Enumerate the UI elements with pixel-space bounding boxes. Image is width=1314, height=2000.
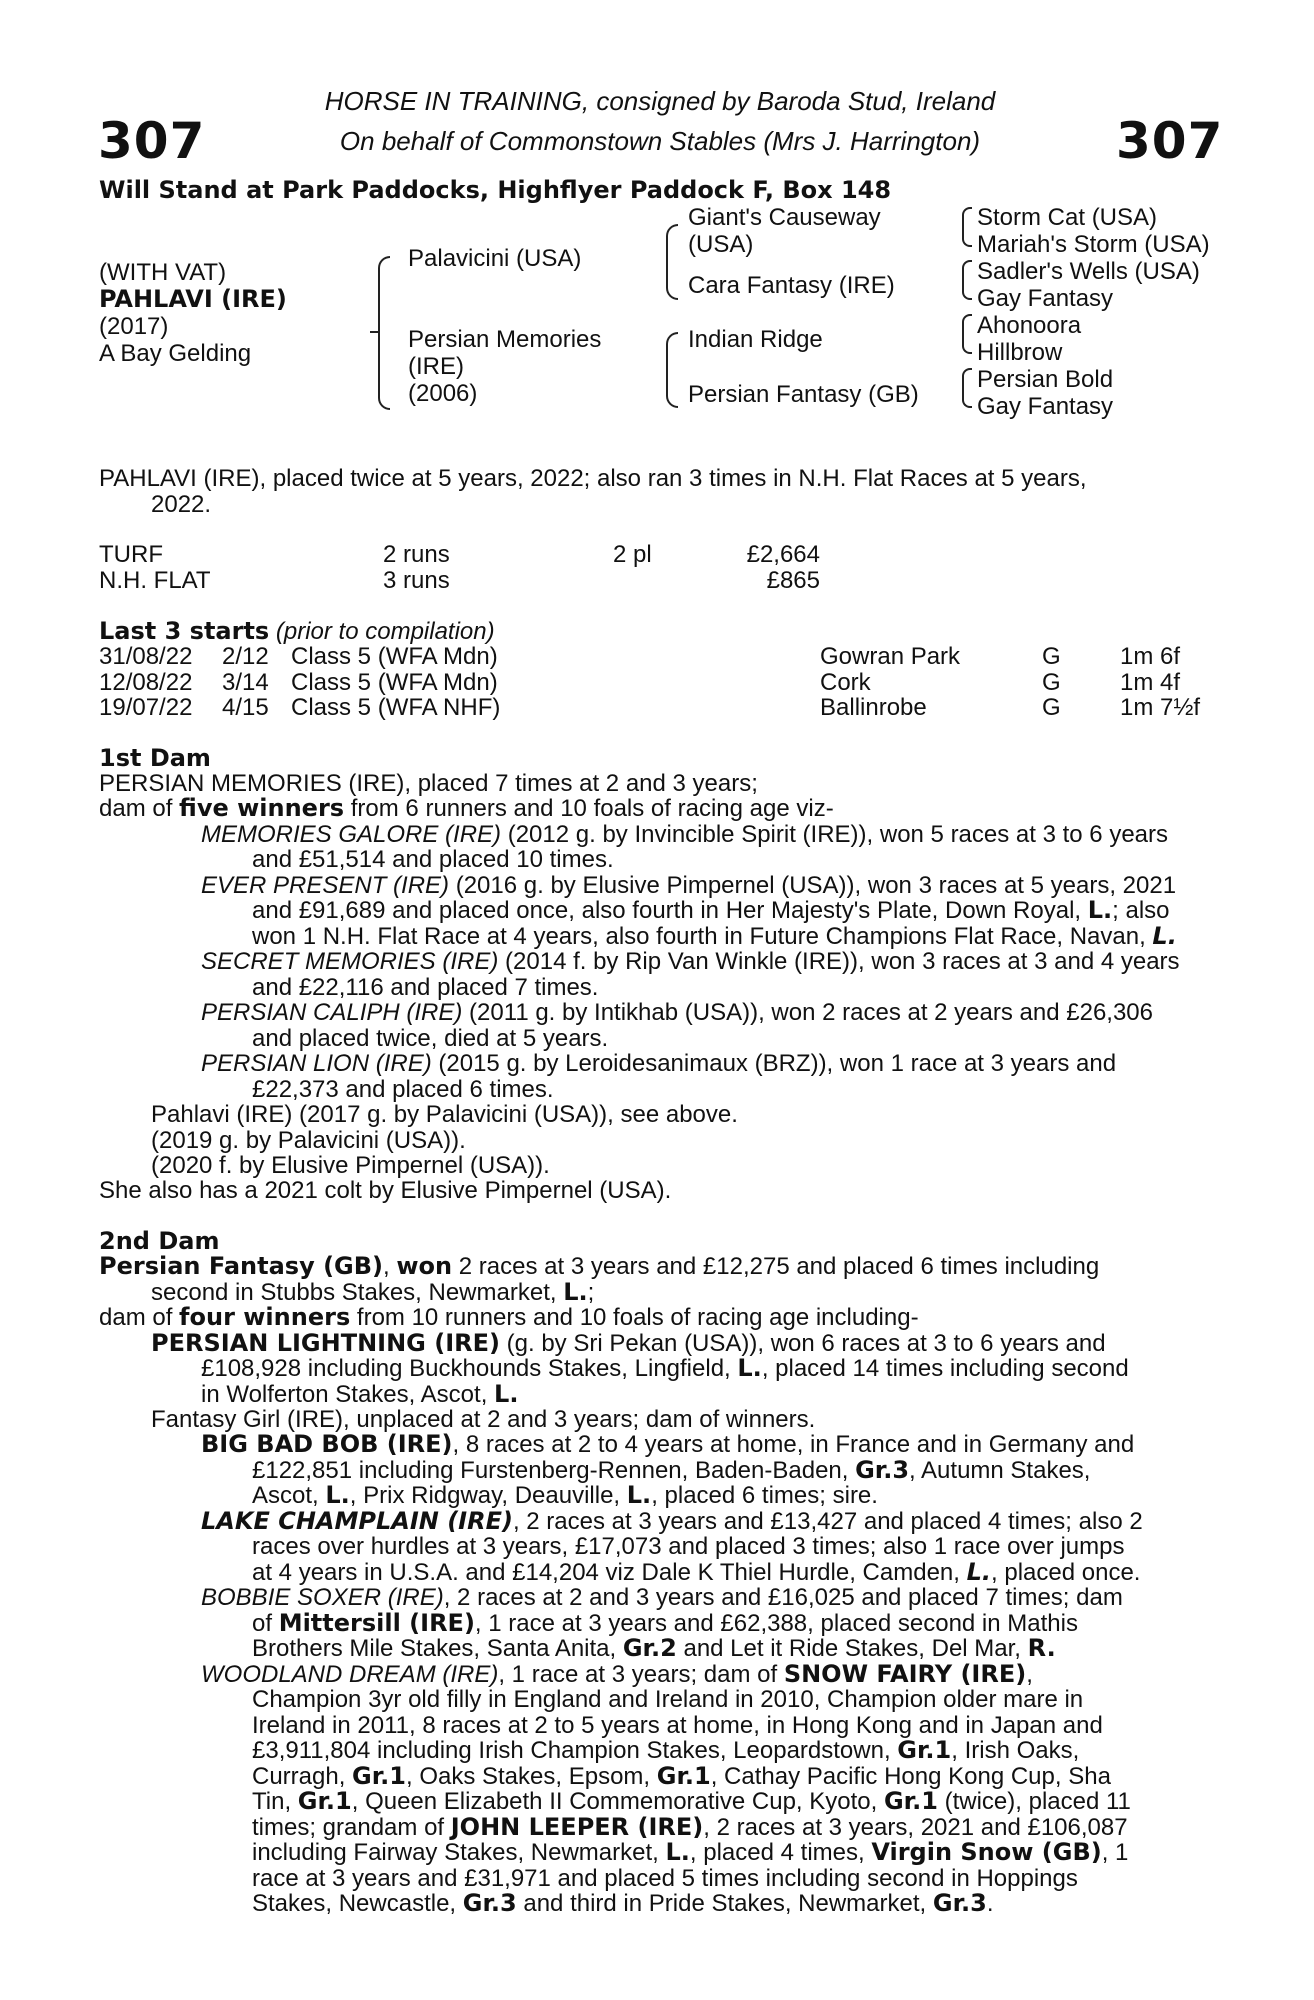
start-date: 12/08/22 — [99, 669, 193, 696]
first-dam-line: and £22,116 and placed 7 times. — [252, 974, 599, 1001]
first-dam-line — [252, 924, 1205, 950]
text: including Fairway Stakes, Newmarket, — [252, 1839, 666, 1866]
record-runs: 2 runs — [383, 541, 450, 568]
vat-note: (WITH VAT) — [99, 259, 227, 286]
listed-mark: L. — [626, 1481, 652, 1509]
text: ; also — [1112, 897, 1170, 924]
start-date: 31/08/22 — [99, 643, 193, 670]
second-dam-line — [252, 1636, 1205, 1662]
start-distance: 1m 7½f — [1120, 694, 1201, 721]
second-dam-line — [201, 1432, 1205, 1458]
text: , Oaks Stakes, Epsom, — [405, 1763, 657, 1790]
listed-mark: L. — [325, 1481, 350, 1509]
pedigree-dss: Ahonoora — [977, 312, 1082, 339]
pedigree-ss-name: Giant's Causeway — [688, 204, 881, 231]
second-dam-line: Champion 3yr old filly in England and Ireland in 2010, Champion older mare in — [252, 1686, 1084, 1713]
start-class: Class 5 (WFA Mdn) — [291, 643, 498, 670]
text: and third in Pride Stakes, Newmarket, — [516, 1890, 933, 1917]
text: , 2 races at 3 years and £13,427 and placed 4 times; also 2 — [512, 1508, 1143, 1535]
text: dam of — [99, 1304, 180, 1331]
start-distance: 1m 6f — [1120, 643, 1181, 670]
start-going: G — [1042, 669, 1061, 696]
text: from 10 runners and 10 foals of racing age including- — [350, 1304, 919, 1331]
progeny-name: PERSIAN LIGHTNING (IRE) — [151, 1329, 500, 1357]
text: 2 races at 3 years and £12,275 and placed 6 times including — [452, 1253, 1100, 1280]
second-dam-line — [252, 1840, 1205, 1866]
start-position: 2/12 — [222, 643, 269, 670]
progeny-name: Virgin Snow (GB) — [871, 1838, 1102, 1866]
second-dam-line — [201, 1509, 1205, 1535]
text: Ascot, — [252, 1482, 326, 1509]
group-mark: Gr.1 — [656, 1762, 711, 1790]
group-mark: Gr.3 — [855, 1456, 910, 1484]
text: in Wolferton Stakes, Ascot, — [201, 1381, 495, 1408]
racing-summary: PAHLAVI (IRE), placed twice at 5 years, 2022; also ran 3 times in N.H. Flat Races at 5 years, — [99, 465, 1087, 492]
pedigree-dsd: Hillbrow — [977, 339, 1063, 366]
text: dam of — [99, 795, 180, 822]
consignment-line: HORSE IN TRAINING, consigned by Baroda Stud, Ireland — [324, 86, 996, 116]
start-position: 4/15 — [222, 694, 269, 721]
last-starts-title: Last 3 starts — [99, 617, 270, 645]
pedigree-dam-country: (IRE) — [408, 353, 464, 380]
pedigree-bracket-ds — [962, 314, 972, 354]
won-mark: won — [396, 1252, 453, 1280]
text: (g. by Sri Pekan (USA)), won 6 races at 3 to 6 years and — [499, 1330, 1106, 1357]
lot-number-left: 307 — [98, 112, 206, 170]
second-dam-line — [201, 1382, 1205, 1408]
text: ; — [587, 1279, 595, 1306]
first-dam-heading: 1st Dam — [99, 744, 211, 772]
pedigree-dam-name: Persian Memories — [408, 326, 602, 353]
record-placed: 2 pl — [613, 541, 652, 568]
pedigree-bracket-sd — [962, 260, 972, 300]
text: (twice), placed 11 — [937, 1788, 1131, 1815]
first-dam-line: and placed twice, died at 5 years. — [252, 1025, 609, 1052]
pedigree-sire-dam: Cara Fantasy (IRE) — [688, 272, 895, 299]
second-dam-line — [99, 1305, 1205, 1331]
first-dam-line — [201, 949, 1205, 975]
pedigree-sire: Palavicini (USA) — [408, 245, 582, 272]
start-class: Class 5 (WFA NHF) — [291, 694, 501, 721]
pedigree-sds: Sadler's Wells (USA) — [977, 258, 1200, 285]
second-dam-line: race at 3 years and £31,971 and placed 5 times including second in Hoppings — [252, 1865, 1078, 1892]
second-dam-line — [151, 1280, 1205, 1306]
start-distance: 1m 4f — [1120, 669, 1181, 696]
first-dam-line — [252, 898, 1205, 924]
start-going: G — [1042, 694, 1061, 721]
pedigree-bracket-ss — [962, 207, 972, 247]
progeny-name: JOHN LEEPER (IRE) — [450, 1813, 704, 1841]
winners-count: five winners — [179, 794, 345, 822]
text: , 1 — [1101, 1839, 1129, 1866]
group-mark: Gr.3 — [462, 1889, 517, 1917]
horse-identity — [99, 259, 287, 367]
start-course: Cork — [820, 669, 871, 696]
text: £108,928 including Buckhounds Stakes, Lingfield, — [201, 1355, 738, 1382]
listed-mark: L. — [665, 1838, 690, 1866]
listed-mark: L. — [494, 1380, 519, 1408]
pedigree-ss-country: (USA) — [688, 231, 754, 258]
progeny-name: MEMORIES GALORE (IRE) — [201, 821, 502, 848]
progeny-name: BOBBIE SOXER (IRE) — [201, 1584, 444, 1611]
start-going: G — [1042, 643, 1061, 670]
first-dam-line: PERSIAN MEMORIES (IRE), placed 7 times at 2 and 3 years; — [99, 770, 758, 797]
text: , 8 races at 2 to 4 years at home, in France and in Germany and — [452, 1431, 1135, 1458]
group-mark: Gr.1 — [352, 1762, 406, 1790]
first-dam-line — [201, 1000, 1205, 1026]
text: times; grandam of — [252, 1814, 451, 1841]
second-dam-line — [252, 1560, 1205, 1586]
text: , 1 race at 3 years; dam of — [498, 1661, 784, 1688]
first-dam-line — [201, 822, 1205, 848]
first-dam-line: and £51,514 and placed 10 times. — [252, 846, 614, 873]
lot-number-right: 307 — [1116, 112, 1224, 170]
first-dam-line — [201, 873, 1205, 899]
group-mark: Gr.1 — [897, 1736, 952, 1764]
text: of — [252, 1610, 279, 1637]
group-mark: Gr.1 — [297, 1787, 352, 1815]
last-starts-heading — [99, 619, 495, 645]
text: , 2 races at 2 and 3 years and £16,025 and placed 7 times; dam — [443, 1584, 1123, 1611]
pedigree-sss: Storm Cat (USA) — [977, 204, 1158, 231]
pedigree-ssd: Mariah's Storm (USA) — [977, 231, 1210, 258]
text: (2012 g. by Invincible Spirit (IRE)), won 5 races at 3 to 6 years — [501, 821, 1169, 848]
first-dam-line: £22,373 and placed 6 times. — [252, 1076, 554, 1103]
pedigree-dam-dam: Persian Fantasy (GB) — [688, 381, 919, 408]
first-dam-line: She also has a 2021 colt by Elusive Pimpernel (USA). — [99, 1177, 672, 1204]
text: Tin, — [252, 1788, 298, 1815]
first-dam-line: Pahlavi (IRE) (2017 g. by Palavicini (USA)), see above. — [151, 1101, 738, 1128]
first-dam-line — [99, 796, 1205, 822]
behalf-line: On behalf of Commonstown Stables (Mrs J. Harrington) — [339, 126, 981, 156]
stand-location: Will Stand at Park Paddocks, Highflyer Paddock F, Box 148 — [99, 176, 892, 204]
text: from 6 runners and 10 foals of racing age viz- — [344, 795, 834, 822]
second-dam-line — [201, 1356, 1205, 1382]
progeny-name: Mittersill (IRE) — [278, 1609, 475, 1637]
record-type: TURF — [99, 541, 163, 568]
second-dam-line — [151, 1331, 1205, 1357]
text: (2015 g. by Leroidesanimaux (BRZ)), won 1 race at 3 years and — [431, 1050, 1117, 1077]
text: , Queen Elizabeth II Commemorative Cup, Kyoto, — [351, 1788, 884, 1815]
text: Curragh, — [252, 1763, 353, 1790]
text: , placed 4 times, — [689, 1839, 872, 1866]
horse-name: PAHLAVI (IRE) — [99, 285, 287, 313]
pedigree-sire-sire — [688, 204, 881, 258]
text: £3,911,804 including Irish Champion Stakes, Leopardstown, — [252, 1737, 898, 1764]
progeny-name: BIG BAD BOB (IRE) — [201, 1430, 453, 1458]
pedigree-bracket-dd — [962, 368, 972, 408]
group-mark: Gr.3 — [932, 1889, 987, 1917]
last-starts-note: (prior to compilation) — [275, 618, 495, 645]
start-course: Ballinrobe — [820, 694, 927, 721]
pedigree-bracket-gen1 — [378, 256, 390, 410]
group-mark: Gr.1 — [883, 1787, 938, 1815]
text: (2016 g. by Elusive Pimpernel (USA)), won 3 races at 5 years, 2021 — [449, 872, 1177, 899]
listed-mark: L. — [966, 1558, 992, 1586]
text: , Prix Ridgway, Deauville, — [349, 1482, 627, 1509]
restricted-mark: R. — [1027, 1634, 1056, 1662]
text: , 1 race at 3 years and £62,388, placed second in Mathis — [474, 1610, 1078, 1637]
second-dam-line — [252, 1815, 1205, 1841]
second-dam-heading: 2nd Dam — [99, 1227, 220, 1255]
group-mark: Gr.2 — [622, 1634, 677, 1662]
text: £122,851 including Furstenberg-Rennen, Baden-Baden, — [252, 1457, 856, 1484]
text: , — [383, 1253, 397, 1280]
pedigree-dam-year: (2006) — [408, 380, 478, 407]
text: Brothers Mile Stakes, Santa Anita, — [252, 1635, 623, 1662]
listed-mark: L. — [1087, 896, 1113, 924]
text: and Let it Ride Stakes, Del Mar, — [676, 1635, 1028, 1662]
listed-mark: L. — [563, 1278, 588, 1306]
progeny-name: WOODLAND DREAM (IRE) — [201, 1661, 499, 1688]
text: at 4 years in U.S.A. and £14,204 viz Dale K Thiel Hurdle, Camden, — [252, 1559, 967, 1586]
record-type: N.H. FLAT — [99, 567, 211, 594]
second-dam-line — [201, 1662, 1205, 1688]
listed-mark: L. — [1152, 922, 1177, 950]
pedigree-ddd: Gay Fantasy — [977, 393, 1114, 420]
start-class: Class 5 (WFA Mdn) — [291, 669, 498, 696]
pedigree-bracket-dam — [666, 332, 678, 408]
pedigree-sdd: Gay Fantasy — [977, 285, 1114, 312]
text: won 1 N.H. Flat Race at 4 years, also fourth in Future Champions Flat Race, Navan, — [252, 923, 1153, 950]
progeny-name: LAKE CHAMPLAIN (IRE) — [201, 1507, 513, 1535]
text: , 2 races at 3 years, 2021 and £106,087 — [703, 1814, 1128, 1841]
text: , Autumn Stakes, — [909, 1457, 1091, 1484]
second-dam-line — [252, 1789, 1205, 1815]
start-position: 3/14 — [222, 669, 269, 696]
winners-count: four winners — [179, 1303, 351, 1331]
second-dam-line: Fantasy Girl (IRE), unplaced at 2 and 3 years; dam of winners. — [151, 1406, 816, 1433]
text: , placed once. — [991, 1559, 1141, 1586]
record-amount: £2,664 — [746, 541, 820, 568]
pedigree-dam — [408, 326, 601, 407]
pedigree-dam-sire: Indian Ridge — [688, 326, 823, 353]
second-dam-line — [252, 1458, 1205, 1484]
pedigree-bracket-sire — [666, 224, 678, 300]
first-dam-line: (2020 f. by Elusive Pimpernel (USA)). — [151, 1152, 550, 1179]
text: . — [986, 1890, 994, 1917]
text: and £91,689 and placed once, also fourth in Her Majesty's Plate, Down Royal, — [252, 897, 1088, 924]
racing-summary-cont: 2022. — [151, 491, 212, 518]
text: second in Stubbs Stakes, Newmarket, — [151, 1279, 564, 1306]
progeny-name: SNOW FAIRY (IRE) — [783, 1660, 1027, 1688]
foaling-year: (2017) — [99, 313, 169, 340]
first-dam-line — [201, 1051, 1205, 1077]
first-dam-line: (2019 g. by Palavicini (USA)). — [151, 1127, 466, 1154]
text: , — [1026, 1661, 1033, 1688]
second-dam-line — [99, 1254, 1205, 1280]
second-dam-line: races over hurdles at 3 years, £17,073 and placed 3 times; also 1 race over jumps — [252, 1533, 1125, 1560]
pedigree-bracket-gen1-tick — [370, 331, 378, 333]
progeny-name: SECRET MEMORIES (IRE) — [201, 948, 499, 975]
dam-name: Persian Fantasy (GB) — [99, 1252, 384, 1280]
record-runs: 3 runs — [383, 567, 450, 594]
second-dam-line — [252, 1738, 1205, 1764]
second-dam-line — [252, 1483, 1205, 1509]
record-amount: £865 — [766, 567, 820, 594]
progeny-name: PERSIAN CALIPH (IRE) — [201, 999, 463, 1026]
second-dam-line — [252, 1891, 1205, 1917]
text: , placed 6 times; sire. — [651, 1482, 878, 1509]
pedigree-gen3-block — [977, 204, 1210, 420]
second-dam-line — [252, 1764, 1205, 1790]
second-dam-line: Ireland in 2011, 8 races at 2 to 5 years at home, in Hong Kong and in Japan and — [252, 1712, 1103, 1739]
start-course: Gowran Park — [820, 643, 961, 670]
start-date: 19/07/22 — [99, 694, 193, 721]
second-dam-line — [201, 1585, 1205, 1611]
second-dam-line — [252, 1611, 1205, 1637]
text: , Cathay Pacific Hong Kong Cup, Sha — [710, 1763, 1111, 1790]
text: Stakes, Newcastle, — [252, 1890, 463, 1917]
progeny-name: PERSIAN LION (IRE) — [201, 1050, 432, 1077]
progeny-name: EVER PRESENT (IRE) — [201, 872, 450, 899]
text: , placed 14 times including second — [761, 1355, 1129, 1382]
horse-description: A Bay Gelding — [99, 340, 252, 367]
listed-mark: L. — [737, 1354, 762, 1382]
pedigree-dds: Persian Bold — [977, 366, 1114, 393]
text: , Irish Oaks, — [951, 1737, 1080, 1764]
text: (2014 f. by Rip Van Winkle (IRE)), won 3 races at 3 and 4 years — [498, 948, 1180, 975]
text: (2011 g. by Intikhab (USA)), won 2 races at 2 years and £26,306 — [462, 999, 1153, 1026]
